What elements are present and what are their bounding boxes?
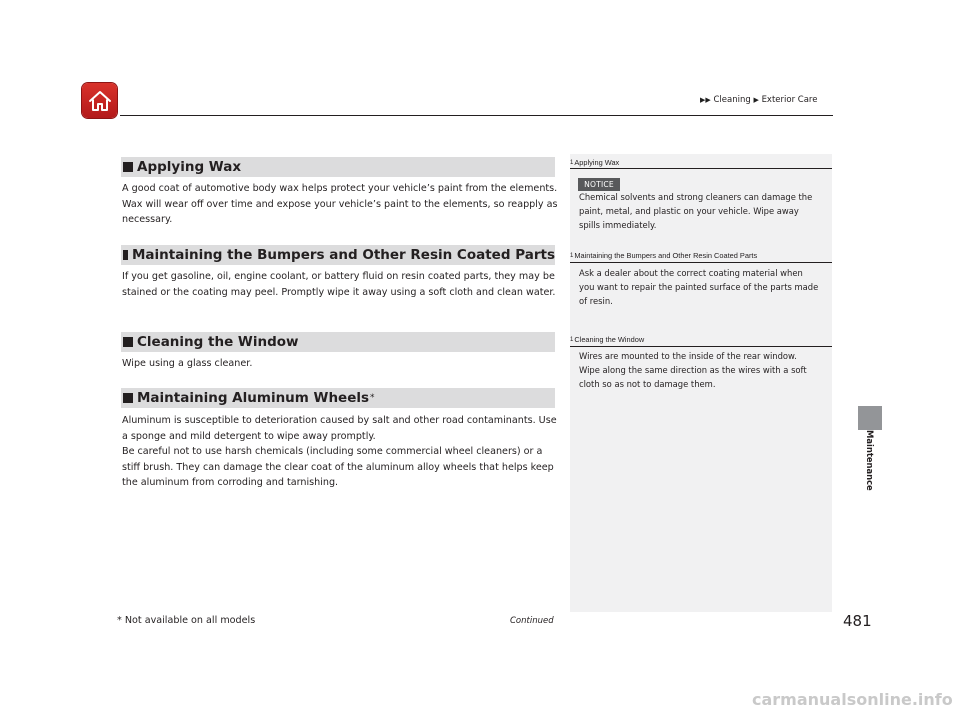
square-bullet-icon xyxy=(123,393,133,403)
section-heading-applying-wax: Applying Wax xyxy=(121,157,555,177)
home-button[interactable] xyxy=(82,83,117,118)
note-ref-icon: 1 xyxy=(570,253,574,259)
breadcrumb-arrow-icon: ▶ xyxy=(753,96,759,104)
watermark: carmanualsonline.info xyxy=(752,690,953,709)
breadcrumb xyxy=(700,95,817,105)
notice-badge: NOTICE xyxy=(578,178,620,191)
note-divider xyxy=(570,346,832,347)
note-text-bumpers: Ask a dealer about the correct coating material when you want to repair the painted surface of the parts made of resin. xyxy=(579,268,819,306)
square-bullet-icon xyxy=(123,250,128,260)
breadcrumb-item-cleaning[interactable]: Cleaning xyxy=(713,95,751,105)
section-text-window: Wipe using a glass cleaner. xyxy=(122,358,253,369)
section-heading-bumpers: Maintaining the Bumpers and Other Resin Coated Parts xyxy=(121,245,555,265)
section-heading-aluminum-wheels: Maintaining Aluminum Wheels * xyxy=(121,388,555,408)
page-number: 481 xyxy=(843,612,872,630)
home-icon xyxy=(88,90,112,112)
footnote: * Not available on all models xyxy=(117,615,256,626)
square-bullet-icon xyxy=(123,162,133,172)
breadcrumb-arrow-icon: ▶▶ xyxy=(700,96,711,104)
section-text-applying-wax: A good coat of automotive body wax helps protect your vehicle’s paint from the elements. Wax will wear off over time and expose your vehicle’s paint to the elements, so reapply as necessary. xyxy=(122,183,558,226)
section-text-bumpers: If you get gasoline, oil, engine coolant, or battery fluid on resin coated parts, they may be stained or the coating may peel. Promptly wipe it away using a soft cloth and clean water. xyxy=(122,271,556,298)
maintenance-tab-label: Maintenance xyxy=(865,430,875,491)
note-text-applying-wax: Chemical solvents and strong cleaners can damage the paint, metal, and plastic on your vehicle. Wipe away spills immediately. xyxy=(579,192,813,230)
header-divider xyxy=(120,115,833,116)
note-ref-icon: 1 xyxy=(570,337,574,343)
square-bullet-icon xyxy=(123,337,133,347)
section-heading-window: Cleaning the Window xyxy=(121,332,555,352)
note-divider xyxy=(570,168,832,169)
note-ref-icon: 1 xyxy=(570,160,574,166)
note-divider xyxy=(570,262,832,263)
continued-label: Continued xyxy=(510,616,554,626)
note-text-window: Wires are mounted to the inside of the rear window. Wipe along the same direction as the wires with a soft cloth so as not to damage them. xyxy=(579,351,807,389)
footnote-marker[interactable]: * xyxy=(370,393,375,403)
note-title-window[interactable]: 1Cleaning the Window xyxy=(570,335,645,344)
section-text-aluminum-wheels: Aluminum is susceptible to deterioration caused by salt and other road contaminants. Use a sponge and mild detergent to wipe away promptly. Be careful not to use harsh chemicals (including some commercial wheel cleaners) or a stiff brush. They can damage the clear coat of the aluminum alloy wheels that helps keep the aluminum from corroding and tarnishing. xyxy=(122,415,557,489)
maintenance-tab-marker[interactable] xyxy=(858,406,882,430)
note-title-bumpers[interactable]: 1Maintaining the Bumpers and Other Resin Coated Parts xyxy=(570,251,758,260)
breadcrumb-item-exterior-care[interactable]: Exterior Care xyxy=(761,95,818,105)
note-title-applying-wax[interactable]: 1Applying Wax xyxy=(570,158,620,167)
